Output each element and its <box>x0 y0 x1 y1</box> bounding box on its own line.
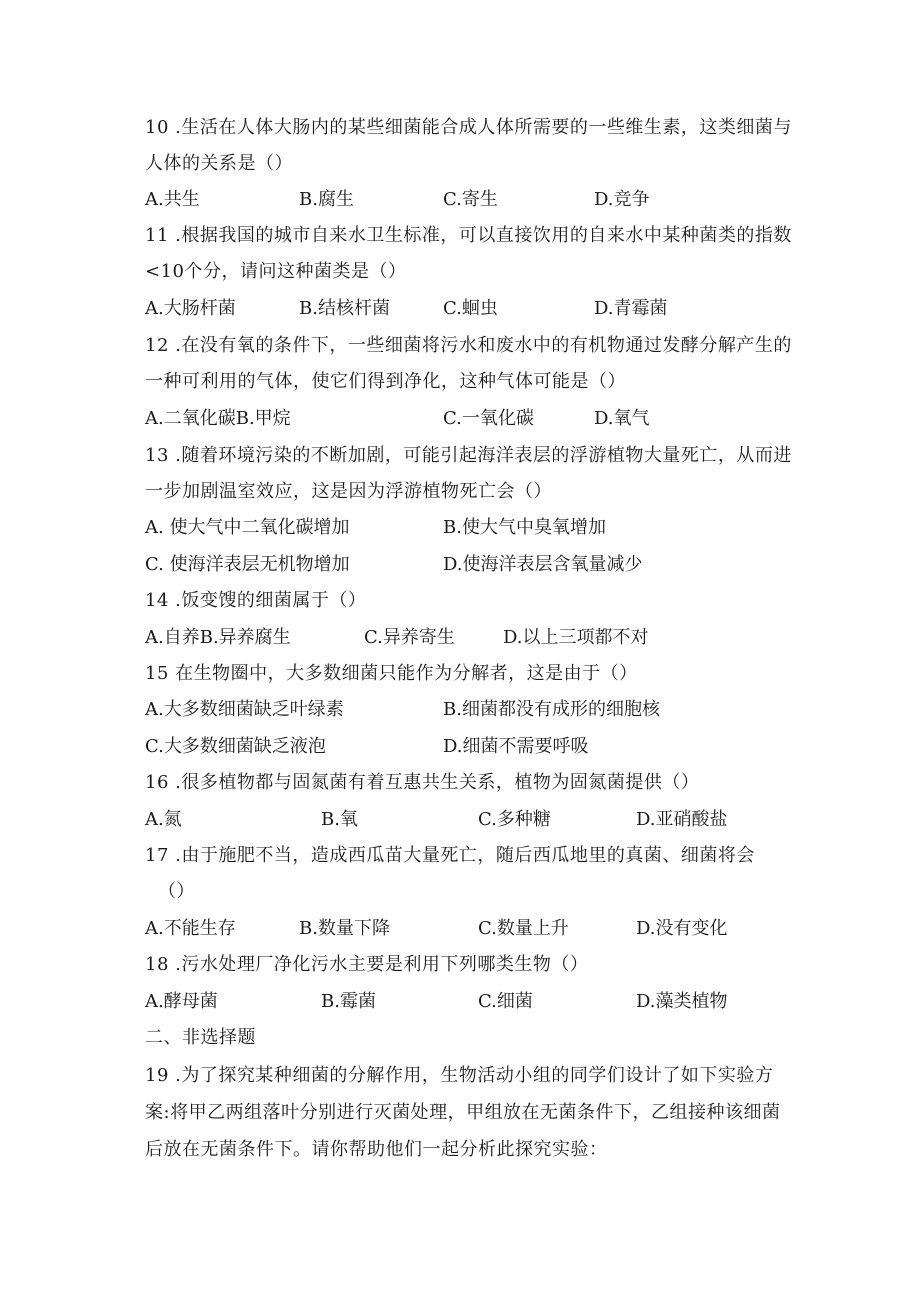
q14-option-d: D.以上三项都不对 <box>503 627 649 648</box>
q17-option-a: A.不能生存 <box>145 918 236 939</box>
q15-option-a: A.大多数细菌缺乏叶绿素 <box>145 699 344 720</box>
q12-option-d: D.氧气 <box>594 408 650 429</box>
q10-stem-line2: 人体的关系是（） <box>145 153 293 174</box>
q16-stem-line1: 16 .很多植物都与固氮菌有着互惠共生关系，植物为固氮菌提供（） <box>145 772 700 793</box>
q14-option-ab: A.自养B.异养腐生 <box>145 627 291 648</box>
q17-option-c: C.数量上升 <box>478 918 569 939</box>
q18-stem-line1: 18 .污水处理厂净化污水主要是利用下列哪类生物（） <box>145 954 589 975</box>
q10-option-c: C.寄生 <box>443 189 498 210</box>
q13-stem-line2: 一步加剧温室效应，这是因为浮游植物死亡会（） <box>145 481 552 502</box>
q14-option-c: C.异养寄生 <box>364 627 455 648</box>
q16-option-a: A.氮 <box>145 809 182 830</box>
q16-option-c: C.多种糖 <box>478 809 551 830</box>
q13-option-b: B.使大气中臭氧增加 <box>443 517 606 538</box>
q16-option-d: D.亚硝酸盐 <box>636 809 728 830</box>
q10-option-a: A.共生 <box>145 189 200 210</box>
q19-stem-line2: 案:将甲乙两组落叶分别进行灭菌处理，甲组放在无菌条件下，乙组接种该细菌 <box>145 1102 781 1123</box>
q14-stem-line1: 14 .饭变馊的细菌属于（） <box>145 590 367 611</box>
q12-option-ab: A.二氧化碳B.甲烷 <box>145 408 291 429</box>
q19-stem-line3: 后放在无菌条件下。请你帮助他们一起分析此探究实验： <box>145 1139 608 1160</box>
q18-option-b: B.霉菌 <box>321 991 376 1012</box>
q18-option-a: A.酵母菌 <box>145 991 218 1012</box>
q18-option-d: D.藻类植物 <box>636 991 728 1012</box>
q17-option-d: D.没有变化 <box>636 918 728 939</box>
q11-option-d: D.青霉菌 <box>594 298 668 319</box>
q15-option-d: D.细菌不需要呼吸 <box>443 736 589 757</box>
q17-stem-line1: 17 .由于施肥不当，造成西瓜苗大量死亡，随后西瓜地里的真菌、细菌将会 <box>145 845 755 866</box>
q13-option-d: D.使海洋表层含氧量减少 <box>443 554 643 575</box>
q17-option-b: B.数量下降 <box>299 918 390 939</box>
q17-stem-line2: （） <box>158 881 195 902</box>
q19-stem-line1: 19 .为了探究某种细菌的分解作用，生物活动小组的同学们设计了如下实验方 <box>145 1065 774 1086</box>
q11-stem-line1: 11 .根据我国的城市自来水卫生标准，可以直接饮用的自来水中某种菌类的指数 <box>145 225 792 246</box>
q15-stem-line1: 15 在生物圈中，大多数细菌只能作为分解者，这是由于（） <box>145 663 638 684</box>
q11-option-c: C.蛔虫 <box>443 298 498 319</box>
q10-stem-line1: 10 .生活在人体大肠内的某些细菌能合成人体所需要的一些维生素，这类细菌与 <box>145 117 792 138</box>
q15-option-c: C.大多数细菌缺乏液泡 <box>145 736 326 757</box>
q12-stem-line2: 一种可利用的气体，使它们得到净化，这种气体可能是（） <box>145 371 626 392</box>
q18-option-c: C.细菌 <box>478 991 533 1012</box>
q10-option-b: B.腐生 <box>299 189 354 210</box>
q13-stem-line1: 13 .随着环境污染的不断加剧，可能引起海洋表层的浮游植物大量死亡，从而进 <box>145 445 792 466</box>
q10-option-d: D.竞争 <box>594 189 650 210</box>
section2-title: 二、非选择题 <box>145 1027 256 1048</box>
q16-option-b: B.氧 <box>321 809 358 830</box>
q11-option-b: B.结核杆菌 <box>299 298 390 319</box>
q13-option-a: A. 使大气中二氧化碳增加 <box>145 517 350 538</box>
q11-option-a: A.大肠杆菌 <box>145 298 236 319</box>
q12-option-c: C.一氧化碳 <box>443 408 534 429</box>
q13-option-c: C. 使海洋表层无机物增加 <box>145 554 350 575</box>
q11-stem-line2: <10个分，请问这种菌类是（） <box>145 261 407 282</box>
q12-stem-line1: 12 .在没有氧的条件下，一些细菌将污水和废水中的有机物通过发酵分解产生的 <box>145 335 792 356</box>
q15-option-b: B.细菌都没有成形的细胞核 <box>443 699 660 720</box>
